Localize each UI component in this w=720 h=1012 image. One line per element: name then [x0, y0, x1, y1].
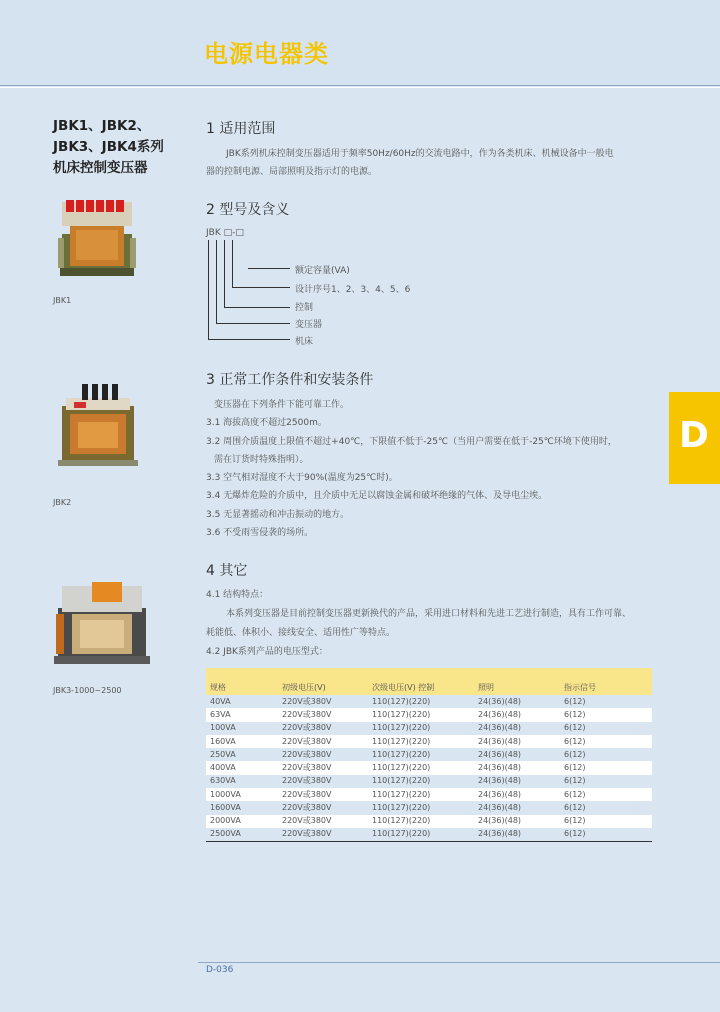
section4-sub1-line2: 耗能低、体积小、接线安全、适用性广等特点。	[206, 628, 396, 638]
table-cell: 6(12)	[560, 722, 652, 735]
table-cell: 2000VA	[206, 815, 278, 828]
model-line	[248, 268, 290, 269]
table-cell: 24(36)(48)	[474, 801, 560, 814]
table-header: 照明	[474, 668, 560, 695]
table-cell: 110(127)(220)	[368, 828, 474, 841]
table-cell: 220V或380V	[278, 748, 368, 761]
table-cell: 220V或380V	[278, 828, 368, 841]
table-cell: 6(12)	[560, 708, 652, 721]
table-cell: 6(12)	[560, 801, 652, 814]
table-cell: 110(127)(220)	[368, 708, 474, 721]
page-number: D-036	[206, 965, 234, 975]
table-header: 规格	[206, 668, 278, 695]
transformer-jbk2-photo	[52, 378, 144, 470]
table-cell: 6(12)	[560, 775, 652, 788]
section4-text	[206, 586, 656, 662]
section-tab-letter: D	[679, 415, 709, 456]
table-cell: 220V或380V	[278, 761, 368, 774]
table-row	[206, 695, 652, 708]
table-cell: 63VA	[206, 708, 278, 721]
table-cell: 1600VA	[206, 801, 278, 814]
product-title-line1: JBK1、JBK2、	[53, 118, 151, 134]
table-cell: 100VA	[206, 722, 278, 735]
section3-item: 3.6 不受雨雪侵袭的场所。	[206, 528, 314, 539]
section1-heading: 1 适用范围	[206, 121, 276, 137]
table-cell: 220V或380V	[278, 722, 368, 735]
table-cell: 110(127)(220)	[368, 801, 474, 814]
section1-line2: 器的控制电源、局部照明及指示灯的电源。	[206, 167, 378, 177]
header-divider	[0, 87, 720, 88]
table-row	[206, 775, 652, 788]
table-cell: 24(36)(48)	[474, 695, 560, 708]
table-cell: 220V或380V	[278, 815, 368, 828]
model-line	[232, 287, 290, 288]
section3-item: 3.1 海拔高度不超过2500m。	[206, 418, 327, 429]
model-line	[232, 240, 233, 288]
table-cell: 6(12)	[560, 761, 652, 774]
table-row	[206, 735, 652, 748]
table-cell: 160VA	[206, 735, 278, 748]
model-item-capacity: 额定容量(VA)	[295, 266, 350, 276]
model-item-transformer: 变压器	[295, 320, 323, 330]
table-cell: 6(12)	[560, 695, 652, 708]
table-cell: 24(36)(48)	[474, 788, 560, 801]
table-row	[206, 722, 652, 735]
page-title: 电源电器类	[204, 40, 329, 68]
table-cell: 110(127)(220)	[368, 815, 474, 828]
section4-sub1-line1: 本系列变压器是目前控制变压器更新换代的产品，采用进口材料和先进工艺进行制造，具有工作可靠、	[226, 609, 632, 619]
table-cell: 220V或380V	[278, 735, 368, 748]
table-cell: 24(36)(48)	[474, 815, 560, 828]
section4-sub2-title: 4.2 JBK系列产品的电压型式：	[206, 647, 328, 657]
model-item-machine: 机床	[295, 337, 314, 347]
table-cell: 220V或380V	[278, 708, 368, 721]
table-cell: 400VA	[206, 761, 278, 774]
table-cell: 220V或380V	[278, 695, 368, 708]
photo-label-jbk3: JBK3-1000~2500	[53, 686, 122, 695]
section3-heading: 3 正常工作条件和安装条件	[206, 372, 374, 388]
section1-text	[206, 145, 652, 181]
table-cell: 24(36)(48)	[474, 761, 560, 774]
table-cell: 630VA	[206, 775, 278, 788]
table-cell: 220V或380V	[278, 775, 368, 788]
table-cell: 24(36)(48)	[474, 828, 560, 841]
photo-label-jbk2: JBK2	[53, 498, 72, 507]
table-cell: 6(12)	[560, 815, 652, 828]
table-row	[206, 801, 652, 814]
table-cell: 110(127)(220)	[368, 735, 474, 748]
table-cell: 6(12)	[560, 828, 652, 841]
table-header: 次级电压(V) 控制	[368, 668, 474, 695]
table-cell: 110(127)(220)	[368, 788, 474, 801]
section3-item: 3.3 空气相对湿度不大于90%(温度为25℃时)。	[206, 473, 398, 484]
photo-label-jbk1: JBK1	[53, 296, 72, 305]
product-title	[53, 116, 203, 179]
table-cell: 110(127)(220)	[368, 722, 474, 735]
section3-item: 需在订货时特殊指明）。	[214, 454, 309, 465]
model-item-design: 设计序号1、2、3、4、5、6	[295, 285, 411, 295]
section4-heading: 4 其它	[206, 563, 248, 579]
table-cell: 24(36)(48)	[474, 735, 560, 748]
section3-text	[206, 396, 666, 542]
table-cell: 220V或380V	[278, 801, 368, 814]
model-line	[208, 339, 290, 340]
model-item-control: 控制	[295, 303, 314, 313]
table-cell: 24(36)(48)	[474, 708, 560, 721]
table-row	[206, 828, 652, 841]
table-cell: 110(127)(220)	[368, 695, 474, 708]
table-header: 初级电压(V)	[278, 668, 368, 695]
table-cell: 220V或380V	[278, 788, 368, 801]
table-cell: 6(12)	[560, 748, 652, 761]
table-cell: 110(127)(220)	[368, 748, 474, 761]
model-line	[216, 240, 217, 324]
table-cell: 24(36)(48)	[474, 748, 560, 761]
section3-intro: 变压器在下列条件下能可靠工作。	[214, 400, 350, 410]
table-row	[206, 788, 652, 801]
table-cell: 110(127)(220)	[368, 761, 474, 774]
footer-divider	[198, 962, 720, 963]
voltage-spec-table	[206, 668, 652, 842]
section3-item: 3.4 无爆炸危险的介质中，且介质中无足以腐蚀金属和破坏绝缘的气体、及导电尘埃。	[206, 491, 548, 502]
table-cell: 24(36)(48)	[474, 722, 560, 735]
table-cell: 1000VA	[206, 788, 278, 801]
product-title-line2: JBK3、JBK4系列	[53, 139, 164, 155]
table-cell: 6(12)	[560, 788, 652, 801]
section3-item: 3.5 无显著摇动和冲击振动的地方。	[206, 509, 350, 520]
table-row	[206, 815, 652, 828]
transformer-jbk3-photo	[52, 578, 152, 670]
model-line	[224, 307, 290, 308]
table-cell: 110(127)(220)	[368, 775, 474, 788]
model-code: JBK □-□	[206, 228, 244, 238]
model-line	[208, 240, 209, 340]
section1-line1: JBK系列机床控制变压器适用于频率50Hz/60Hz的交流电路中，作为各类机床、机械设备中一般电	[226, 149, 614, 159]
header-band	[0, 0, 720, 86]
table-header-row	[206, 668, 652, 695]
table-cell: 2500VA	[206, 828, 278, 841]
section4-sub1-title: 4.1 结构特点：	[206, 590, 269, 600]
transformer-jbk1-photo	[52, 194, 142, 284]
section2-heading: 2 型号及含义	[206, 202, 290, 218]
model-line	[216, 323, 290, 324]
table-cell: 6(12)	[560, 735, 652, 748]
table-cell: 24(36)(48)	[474, 775, 560, 788]
table-cell: 250VA	[206, 748, 278, 761]
table-row	[206, 748, 652, 761]
product-title-line3: 机床控制变压器	[53, 160, 148, 176]
table-row	[206, 708, 652, 721]
table-cell: 40VA	[206, 695, 278, 708]
table-header: 指示信号	[560, 668, 652, 695]
section3-item: 3.2 周围介质温度上限值不超过+40℃，下限值不低于-25℃（当用户需要在低于-25℃环境下使用时，	[206, 436, 617, 447]
model-line	[224, 240, 225, 308]
table-row	[206, 761, 652, 774]
